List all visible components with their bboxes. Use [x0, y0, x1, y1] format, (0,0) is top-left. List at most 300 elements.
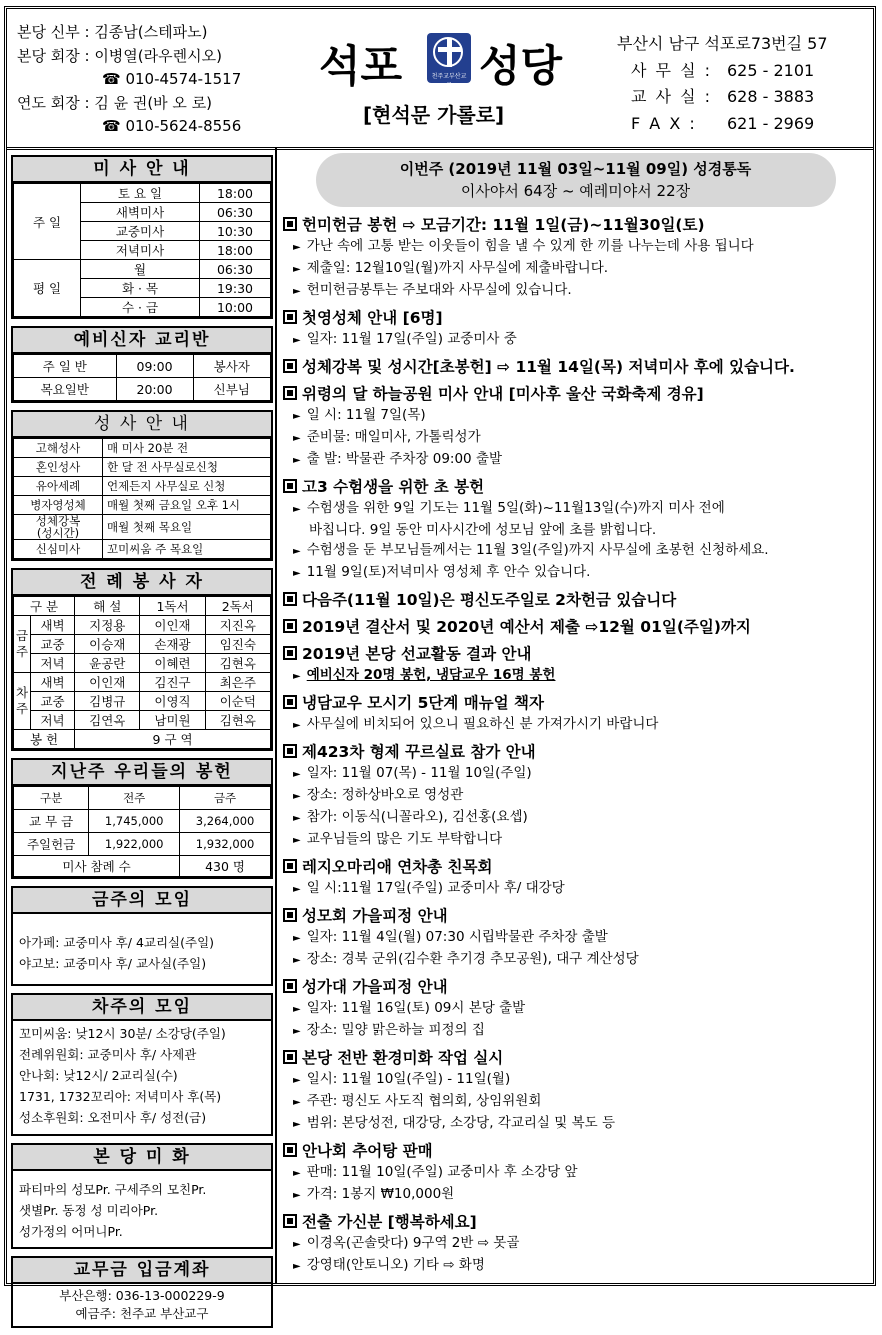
offering-value: 9 구 역: [75, 730, 271, 749]
arrow-right-icon: ►: [293, 455, 301, 466]
church-subtitle: [현석문 가롤로]: [363, 103, 505, 127]
servers-cell: 지진옥: [205, 616, 270, 635]
arrow-right-icon: ►: [293, 769, 301, 780]
notice-item-text: 강영태(안토니오) 기타 ⇨ 화명: [306, 1257, 485, 1273]
mass-name: 저녁미사: [81, 241, 200, 260]
notice-item-text: 이경옥(곤솔랏다) 9구역 2반 ⇨ 못골: [306, 1235, 520, 1251]
youth-phone: ☎ 010-5624-8556: [102, 117, 242, 135]
this-week-meetings-title: 금주의 모임: [13, 888, 271, 914]
notice-item-text: 주관: 평신도 사도직 협의회, 상임위원회: [306, 1093, 542, 1109]
notice-item: [283, 1233, 868, 1255]
mass-time: 18:00: [200, 241, 271, 260]
notice-item: [283, 236, 868, 258]
servers-offering-row: [14, 730, 271, 749]
bullet-square-icon: [283, 859, 297, 873]
sacrament-row: [14, 439, 271, 458]
attendance-label: 미사 참례 수: [14, 856, 180, 877]
phone-label: 교 사 실 :: [631, 87, 713, 106]
liturgy-servers: [11, 568, 273, 751]
arrow-right-icon: ►: [293, 813, 301, 824]
this-week-label: 금 주: [14, 616, 31, 673]
notice-heading-text: 고3 수험생을 위한 초 봉헌: [302, 478, 485, 496]
servers-cell: 이승재: [75, 635, 140, 654]
notice-item-text: 판매: 11월 10일(주일) 교중미사 후 소강당 앞: [306, 1164, 578, 1180]
servers-cell: 김병규: [75, 692, 140, 711]
servers-cell: 윤공란: [75, 654, 140, 673]
mass-time: 18:00: [200, 184, 271, 203]
meeting-line: 안나회: 낮12시/ 2교리실(수): [19, 1068, 178, 1083]
offerings-amount: 3,264,000: [180, 810, 271, 833]
mass-time: 06:30: [200, 203, 271, 222]
servers-row: [14, 654, 271, 673]
notice-item: [283, 998, 868, 1020]
servers-cell: 저녁: [31, 711, 75, 730]
notice-item-text: 일시: 11월 10일(주일) - 11일(월): [306, 1071, 511, 1087]
sacraments: [11, 410, 273, 561]
notice-item: [283, 927, 868, 949]
arrow-right-icon: ►: [293, 286, 301, 297]
notice-heading: [283, 308, 868, 329]
mass-name: 교중미사: [81, 222, 200, 241]
mass-row: [14, 184, 271, 203]
left-column: [11, 155, 273, 1335]
phone-row: [617, 58, 828, 85]
notice-heading-text: 다음주(11월 10일)은 평신도주일로 2차헌금 있습니다: [302, 591, 677, 609]
servers-cell: 이인재: [140, 616, 205, 635]
mass-name: 월: [81, 260, 200, 279]
servers-cell: 김현옥: [205, 711, 270, 730]
dues-account: [11, 1256, 273, 1328]
notice-item-text: 가난 속에 고통 받는 이웃들이 힘을 낼 수 있게 한 끼를 나누는데 사용 됩니다: [306, 238, 754, 254]
offerings: [11, 758, 273, 879]
notice-heading: [283, 906, 868, 927]
notice-item: [283, 763, 868, 785]
mass-time: 10:30: [200, 222, 271, 241]
church-logo-icon: [427, 33, 471, 89]
bullet-square-icon: [283, 744, 297, 758]
notice-item-text: 장소: 정하상바오로 영성관: [306, 787, 464, 803]
sunday-label: 주 일: [14, 184, 81, 260]
servers-table: [13, 596, 271, 749]
servers-head: 구 분: [14, 597, 75, 616]
notice-item: [283, 520, 868, 540]
servers-cell: 새벽: [31, 616, 75, 635]
notice-item-text: 11월 9일(토)저녁미사 영성체 후 안수 있습니다.: [306, 564, 591, 580]
beautify-line: 파티마의 성모Pr. 구세주의 모친Pr.: [19, 1182, 207, 1197]
notice-heading: [283, 215, 868, 236]
servers-row: [14, 711, 271, 730]
mass-name: 수 · 금: [81, 298, 200, 317]
servers-cell: 이혜련: [140, 654, 205, 673]
mass-name: 새벽미사: [81, 203, 200, 222]
sacrament-name: 신심미사: [14, 540, 103, 559]
arrow-right-icon: ►: [293, 1075, 301, 1086]
youth-president: 연도 회장 : 김 윤 권(바 오 로): [17, 93, 213, 112]
notice-heading: [283, 693, 868, 714]
arrow-right-icon: ►: [293, 546, 301, 557]
notice-item: [283, 807, 868, 829]
notice-item: [283, 1113, 868, 1135]
notice-heading: [283, 1141, 868, 1162]
meeting-line: 전례위원회: 교중미사 후/ 사제관: [19, 1047, 197, 1062]
beautify-title: 본 당 미 화: [13, 1145, 271, 1171]
notice-item-text: 일 시: 11월 7일(목): [306, 407, 426, 423]
catechumen-class: [11, 326, 273, 403]
notice-heading-text: 안나회 추어탕 판매: [302, 1142, 433, 1160]
notice-item: [283, 1255, 868, 1277]
servers-cell: 이순덕: [205, 692, 270, 711]
notice-heading-text: 성체강복 및 성시간[초봉헌] ⇨ 11월 14일(목) 저녁미사 후에 있습니다.: [302, 358, 795, 376]
servers-cell: 최은주: [205, 673, 270, 692]
notice-heading: [283, 977, 868, 998]
notice-item: [283, 449, 868, 471]
offerings-kind: 주일헌금: [14, 833, 89, 856]
catechumen-row: [14, 355, 271, 378]
notice-item-text: 일자: 11월 07(목) - 11월 10일(주일): [306, 765, 532, 781]
servers-cell: 남미원: [140, 711, 205, 730]
servers-head: 2독서: [205, 597, 270, 616]
notice-item-text: 가격: 1봉지 ₩10,000원: [306, 1186, 455, 1202]
arrow-right-icon: ►: [293, 242, 301, 253]
beautify-line: 샛별Pr. 동정 성 미리아Pr.: [19, 1203, 159, 1218]
notice-item: [283, 1162, 868, 1184]
mass-table: [13, 183, 271, 317]
phone-label: 사 무 실 :: [631, 60, 713, 80]
phone-number: 621 - 2969: [727, 113, 815, 133]
notice-item: [283, 405, 868, 427]
address: 부산시 남구 석포로73번길 57: [617, 34, 828, 53]
servers-row: [14, 692, 271, 711]
catechumen-row: [14, 378, 271, 401]
sacraments-title: 성 사 안 내: [13, 412, 271, 438]
sacrament-row: [14, 496, 271, 515]
arrow-right-icon: ►: [293, 720, 301, 731]
bullet-square-icon: [283, 479, 297, 493]
notice-item-text: 헌미헌금봉투는 주보대와 사무실에 있습니다.: [306, 282, 572, 298]
offerings-row: [14, 833, 271, 856]
notice-section: [283, 215, 868, 302]
title-right: 성당: [479, 42, 563, 92]
arrow-right-icon: ►: [293, 335, 301, 346]
catechumen-title: 예비신자 교리반: [13, 328, 271, 354]
bullet-square-icon: [283, 979, 297, 993]
bullet-square-icon: [283, 646, 297, 660]
notice-item-text: 일자: 11월 4일(월) 07:30 시립박물관 주차장 출발: [306, 929, 608, 945]
notice-item: [283, 785, 868, 807]
servers-cell: 김현옥: [205, 654, 270, 673]
notice-heading-text: 제423차 형제 꾸르실료 참가 안내: [302, 743, 536, 761]
sacrament-row: [14, 477, 271, 496]
notice-section: [283, 617, 868, 638]
church-beautification: [11, 1143, 273, 1249]
offerings-title: 지난주 우리들의 봉헌: [13, 760, 271, 786]
mass-time: 06:30: [200, 260, 271, 279]
catechumen-who: 봉사자: [193, 355, 270, 378]
arrow-right-icon: ►: [293, 504, 301, 515]
notice-section: [283, 1141, 868, 1206]
notice-heading-text: 2019년 결산서 및 2020년 예산서 제출 ⇨12월 01일(주일)까지: [302, 618, 751, 636]
servers-head: 1독서: [140, 597, 205, 616]
notice-item: [283, 829, 868, 851]
sacrament-detail: 매월 첫째 목요일: [103, 515, 271, 540]
servers-row: [14, 673, 271, 692]
notice-section: [283, 977, 868, 1042]
offerings-row: [14, 810, 271, 833]
phone-number: 625 - 2101: [727, 60, 815, 80]
servers-head-row: [14, 597, 271, 616]
offering-label: 봉 헌: [14, 730, 75, 749]
arrow-right-icon: ►: [293, 1119, 301, 1130]
sacrament-name: 병자영성체: [14, 496, 103, 515]
phone-number: 628 - 3883: [727, 87, 815, 106]
bullet-square-icon: [283, 386, 297, 400]
notice-section: [283, 477, 868, 584]
bullet-square-icon: [283, 695, 297, 709]
servers-cell: 지정용: [75, 616, 140, 635]
notice-section: [283, 857, 868, 900]
notice-item-text: 바칩니다. 9일 동안 미사시간에 성모님 앞에 초를 밝힙니다.: [309, 522, 657, 538]
account-line: 예금주: 천주교 부산교구: [75, 1306, 209, 1321]
arrow-right-icon: ►: [293, 1261, 301, 1272]
notice-item: [283, 665, 868, 687]
arrow-right-icon: ►: [293, 1239, 301, 1250]
notice-heading: [283, 477, 868, 498]
column-divider: [275, 147, 277, 1283]
next-week-label: 차 주: [14, 673, 31, 730]
servers-row: [14, 635, 271, 654]
president: 본당 회장 : 이병열(라우렌시오): [17, 46, 222, 65]
offerings-amount: 1,745,000: [89, 810, 180, 833]
notice-item-text: 준비물: 매일미사, 가톨릭성가: [306, 429, 481, 445]
servers-cell: 임진숙: [205, 635, 270, 654]
right-column: [283, 151, 868, 1283]
sacrament-name: 유아세례: [14, 477, 103, 496]
catechumen-day: 목요일반: [14, 378, 117, 401]
header: [7, 9, 873, 150]
notice-heading-text: 본당 전반 환경미화 작업 실시: [302, 1049, 504, 1067]
servers-cell: 교중: [31, 635, 75, 654]
arrow-right-icon: ►: [293, 1097, 301, 1108]
offerings-amount: 1,932,000: [180, 833, 271, 856]
sacrament-detail: 매월 첫째 금요일 오후 1시: [103, 496, 271, 515]
notice-heading: [283, 857, 868, 878]
church-title: [319, 31, 579, 91]
beautify-line: 성가정의 어머니Pr.: [19, 1224, 123, 1239]
notice-item: [283, 329, 868, 351]
notice-heading: [283, 357, 868, 378]
notice-item-text: 제출일: 12월10일(월)까지 사무실에 제출바랍니다.: [306, 260, 609, 276]
notice-item-text: 수험생을 둔 부모님들께서는 11월 3일(주일)까지 사무실에 초봉헌 신청하세요.: [306, 542, 769, 558]
offerings-head: 구분: [14, 787, 89, 810]
sacrament-name: 성체강복 (성시간): [14, 515, 103, 540]
sacrament-name: 혼인성사: [14, 458, 103, 477]
notice-item-text: 범위: 본당성전, 대강당, 소강당, 각교리실 및 복도 등: [306, 1115, 615, 1131]
this-week-meetings: [11, 886, 273, 986]
meeting-line: 야고보: 교중미사 후/ 교사실(주일): [19, 956, 207, 971]
mass-name: 토 요 일: [81, 184, 200, 203]
notice-item: [283, 714, 868, 736]
servers-cell: 새벽: [31, 673, 75, 692]
header-address-block: [617, 31, 828, 137]
offerings-kind: 교 무 금: [14, 810, 89, 833]
notice-item-text: 일자: 11월 17일(주일) 교중미사 중: [306, 331, 517, 347]
bullet-square-icon: [283, 310, 297, 324]
catechumen-who: 신부님: [193, 378, 270, 401]
bullet-square-icon: [283, 592, 297, 606]
arrow-right-icon: ►: [293, 264, 301, 275]
attendance-value: 430 명: [180, 856, 271, 877]
servers-cell: 김연옥: [75, 711, 140, 730]
arrow-right-icon: ►: [293, 1190, 301, 1201]
arrow-right-icon: ►: [293, 955, 301, 966]
notice-section: [283, 693, 868, 736]
notice-item-text: 장소: 경북 군위(김수환 추기경 추모공원), 대구 계산성당: [306, 951, 639, 967]
mass-schedule-title: 미 사 안 내: [13, 157, 271, 183]
arrow-right-icon: ►: [293, 568, 301, 579]
notice-heading-text: 위령의 달 하늘공원 미사 안내 [미사후 울산 국화축제 경유]: [302, 385, 704, 403]
notice-heading-text: 전출 가신분 [행복하세요]: [302, 1213, 477, 1231]
sacrament-row: [14, 515, 271, 540]
account-line: 부산은행: 036-13-000229-9: [59, 1288, 225, 1303]
mass-time: 19:30: [200, 279, 271, 298]
notice-section: [283, 308, 868, 351]
arrow-right-icon: ►: [293, 1004, 301, 1015]
notice-heading-text: 헌미헌금 봉헌 ⇨ 모금기간: 11월 1일(금)~11월30일(토): [302, 216, 705, 234]
title-left: 석포: [319, 42, 403, 92]
attendance-row: [14, 856, 271, 877]
servers-head: 해 설: [75, 597, 140, 616]
catechumen-day: 주 일 반: [14, 355, 117, 378]
account-title: 교무금 입금계좌: [13, 1258, 271, 1284]
servers-cell: 이인재: [75, 673, 140, 692]
sacrament-detail: 한 달 전 사무실로신청: [103, 458, 271, 477]
notice-heading-text: 2019년 본당 선교활동 결과 안내: [302, 645, 532, 663]
notice-item-text: 예비신자 20명 봉헌, 냉담교우 16명 봉헌: [306, 667, 556, 683]
servers-cell: 교중: [31, 692, 75, 711]
phone-label: F A X :: [631, 113, 697, 133]
notice-item: [283, 1091, 868, 1113]
catechumen-table: [13, 354, 271, 401]
bullet-square-icon: [283, 217, 297, 231]
notice-item-text: 교우님들의 많은 기도 부탁합니다: [306, 831, 503, 847]
notice-heading-text: 성모회 가을피정 안내: [302, 907, 448, 925]
notice-item: [283, 498, 868, 520]
offerings-table: [13, 786, 271, 877]
offerings-amount: 1,922,000: [89, 833, 180, 856]
bible-reading-period: 이번주 (2019년 11월 03일~11월 09일) 성경통독: [399, 160, 752, 178]
notice-heading: [283, 384, 868, 405]
notice-item: [283, 562, 868, 584]
arrow-right-icon: ►: [293, 1168, 301, 1179]
arrow-right-icon: ►: [293, 433, 301, 444]
sacraments-table: [13, 438, 271, 559]
offerings-head: 전주: [89, 787, 180, 810]
arrow-right-icon: ►: [293, 933, 301, 944]
notice-section: [283, 357, 868, 378]
bullet-square-icon: [283, 619, 297, 633]
meeting-line: 꼬미씨움: 낮12시 30분/ 소강당(주일): [19, 1026, 226, 1041]
servers-title: 전 례 봉 사 자: [13, 570, 271, 596]
notice-item: [283, 280, 868, 302]
notice-heading-text: 첫영성체 안내 [6명]: [302, 309, 443, 327]
mass-name: 화 · 목: [81, 279, 200, 298]
notice-item-text: 일 시:11월 17일(주일) 교중미사 후/ 대강당: [306, 880, 565, 896]
bulletin-page: [4, 6, 876, 1321]
phone-row: [617, 111, 828, 138]
servers-cell: 김진구: [140, 673, 205, 692]
arrow-right-icon: ►: [293, 835, 301, 846]
notice-heading: [283, 742, 868, 763]
bullet-square-icon: [283, 908, 297, 922]
mass-row: [14, 260, 271, 279]
notice-heading-text: 냉담교우 모시기 5단계 매뉴얼 책자: [302, 694, 544, 712]
notice-item: [283, 1184, 868, 1206]
notice-item: [283, 427, 868, 449]
notice-item-text: 수험생을 위한 9일 기도는 11월 5일(화)~11월13일(수)까지 미사 전에: [306, 500, 725, 516]
sacrament-row: [14, 540, 271, 559]
notice-item: [283, 1069, 868, 1091]
servers-cell: 이영직: [140, 692, 205, 711]
catechumen-time: 20:00: [116, 378, 193, 401]
bullet-square-icon: [283, 1214, 297, 1228]
notice-heading: [283, 1048, 868, 1069]
notice-heading: [283, 590, 868, 611]
arrow-right-icon: ►: [293, 791, 301, 802]
notice-section: [283, 644, 868, 687]
catechumen-time: 09:00: [116, 355, 193, 378]
arrow-right-icon: ►: [293, 1026, 301, 1037]
logo-caption: 천주교부산교구: [431, 73, 467, 89]
bullet-square-icon: [283, 359, 297, 373]
header-contacts: [17, 21, 241, 139]
bullet-square-icon: [283, 1050, 297, 1064]
notice-item-text: 참가: 이동식(니꼴라오), 김선홍(요셉): [306, 809, 528, 825]
meeting-line: 성소후원회: 오전미사 후/ 성전(금): [19, 1110, 207, 1125]
servers-row: [14, 616, 271, 635]
sacrament-name: 고해성사: [14, 439, 103, 458]
phone-row: [617, 84, 828, 111]
notice-section: [283, 1212, 868, 1277]
bible-reading-banner: [316, 153, 836, 207]
notice-item: [283, 1020, 868, 1042]
notice-item: [283, 878, 868, 900]
mass-schedule: [11, 155, 273, 319]
notice-item-text: 장소: 밀양 맑은하늘 피정의 집: [306, 1022, 485, 1038]
offerings-head: 금주: [180, 787, 271, 810]
notice-heading: [283, 1212, 868, 1233]
notice-section: [283, 1048, 868, 1135]
sacrament-detail: 매 미사 20분 전: [103, 439, 271, 458]
notice-heading-text: 레지오마리애 연차총 친목회: [302, 858, 493, 876]
notice-section: [283, 590, 868, 611]
notice-heading: [283, 644, 868, 665]
next-week-meetings-title: 차주의 모임: [13, 995, 271, 1021]
servers-cell: 손재광: [140, 635, 205, 654]
notice-section: [283, 384, 868, 471]
mass-time: 10:00: [200, 298, 271, 317]
notice-item: [283, 540, 868, 562]
bullet-square-icon: [283, 1143, 297, 1157]
servers-cell: 저녁: [31, 654, 75, 673]
arrow-right-icon: ►: [293, 884, 301, 895]
notice-item-text: 출 발: 박물관 주차장 09:00 출발: [306, 451, 503, 467]
notice-section: [283, 742, 868, 851]
pastor: 본당 신부 : 김종남(스테파노): [17, 23, 208, 41]
sacrament-detail: 꼬미씨움 주 목요일: [103, 540, 271, 559]
notice-item: [283, 949, 868, 971]
notice-heading-text: 성가대 가을피정 안내: [302, 978, 448, 996]
meeting-line: 아가페: 교중미사 후/ 4교리실(주일): [19, 935, 215, 950]
